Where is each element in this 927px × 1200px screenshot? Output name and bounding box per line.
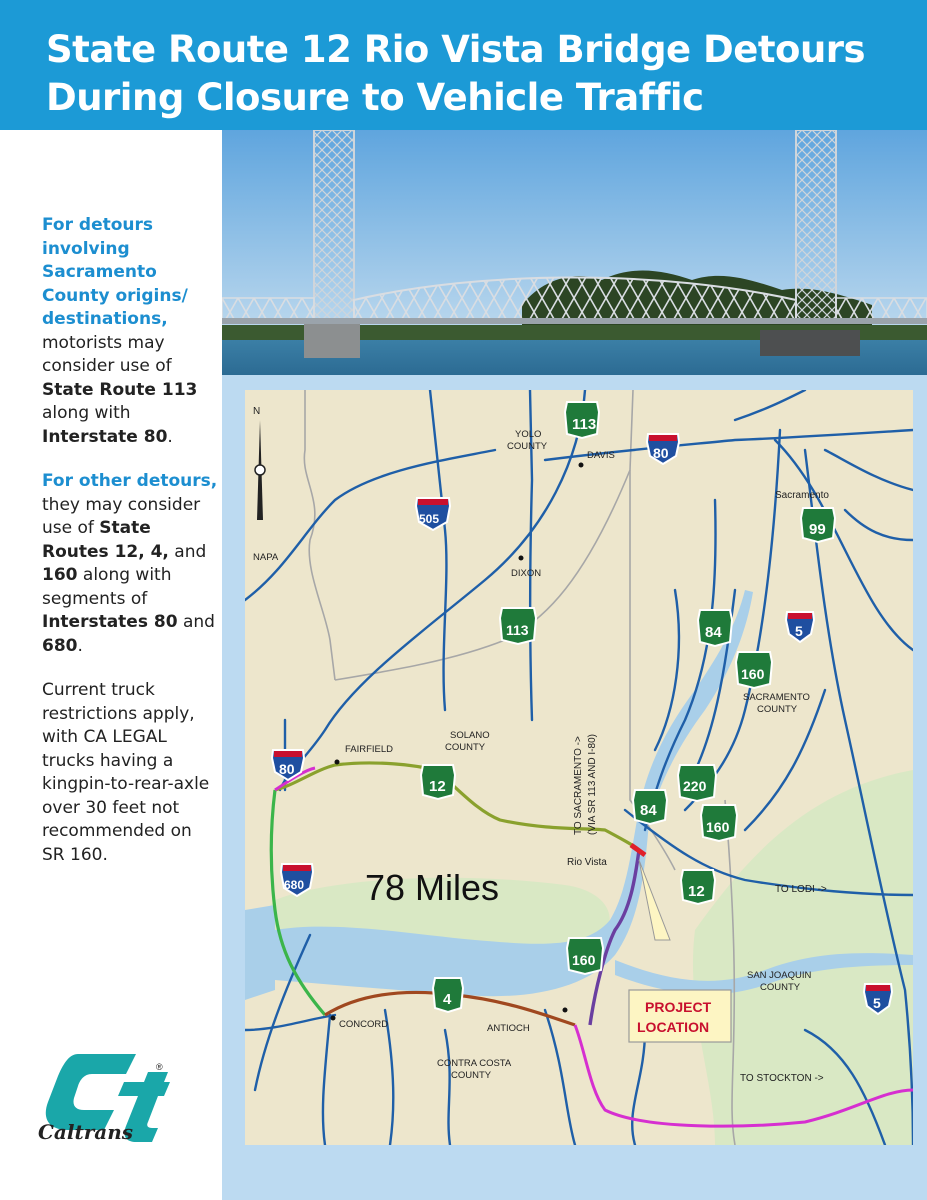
svg-text:5: 5 [873,995,881,1011]
svg-text:12: 12 [688,883,705,900]
concord-dot [331,1016,336,1021]
bay-water [245,905,275,1000]
sidebar [0,130,222,1200]
p2-i: . [77,635,83,656]
svg-text:220: 220 [683,778,707,794]
shield-sr113-top [565,402,599,438]
paragraph-truck-restrictions: Current truck restrictions apply, with CA LEGAL trucks having a kingpin-to-rear-axle over 30 feet not recommended on SR 160. [42,680,210,865]
p1-c: along with [42,403,131,423]
bridge-photo [222,130,927,375]
caltrans-wordmark: Caltrans [38,1120,134,1144]
shield-sr12-right [681,870,715,904]
label-to-lodi: TO LODI -> [775,884,827,895]
svg-text:84: 84 [705,624,722,641]
paragraph-sacramento-detours [42,214,218,449]
label-davis: DAVIS [587,450,615,461]
label-contra-costa: CONTRA COSTA [437,1058,512,1069]
shield-sr84-low [633,790,667,824]
shield-sr113-mid [500,608,536,644]
label-san-joaquin: SAN JOAQUIN [747,970,812,981]
p2-f: Interstates 80 [42,612,178,632]
p2-g: and [177,612,215,632]
title-line-1: State Route 12 Rio Vista Bridge Detours [46,28,866,71]
p2-c: and [168,541,207,562]
fairfield-dot [335,760,340,765]
registered-mark: ® [156,1062,163,1072]
svg-text:113: 113 [506,622,529,638]
label-to-sacramento: TO SACRAMENTO -> [573,736,584,835]
shield-sr12-left [421,765,455,799]
shield-sr99 [801,508,835,542]
shield-sr84-top [698,610,732,646]
title-line-2: During Closure to Vehicle Traffic [46,76,704,119]
svg-text:84: 84 [640,802,657,819]
shield-sr4 [433,978,463,1012]
shield-sr160-low [567,938,603,974]
label-solano-county: COUNTY [445,742,486,753]
svg-text:160: 160 [572,952,596,968]
svg-text:160: 160 [741,666,765,682]
p1-lead: For detours involving Sacramento County origins/ destinations, [42,215,188,329]
svg-text:99: 99 [809,521,826,538]
page-title [46,26,906,122]
p2-h: 680 [42,635,78,656]
p1-a: motorists may consider use of [42,332,172,376]
svg-text:80: 80 [653,445,669,461]
label-dixon: DIXON [511,568,542,579]
svg-text:113: 113 [572,416,597,433]
label-sac-county2: COUNTY [757,704,798,715]
p1-d: Interstate 80 [42,426,168,447]
project-line-2: LOCATION [637,1019,710,1035]
svg-text:80: 80 [279,761,295,777]
shield-sr160-right [701,805,737,841]
svg-text:680: 680 [284,878,305,892]
p1-b: State Route 113 [42,379,198,400]
p1-e: . [167,426,173,447]
svg-text:12: 12 [429,778,446,795]
north-label: N [253,406,261,417]
p2-b: State Routes 12, 4, [42,518,169,562]
svg-text:5: 5 [795,623,803,639]
sidebar-text [42,214,218,888]
label-antioch: ANTIOCH [487,1023,530,1034]
label-concord: CONCORD [339,1019,389,1030]
shield-sr220 [678,765,716,801]
antioch-dot [563,1008,568,1013]
label-san-joaquin-county: COUNTY [760,982,801,993]
project-line-1: PROJECT [645,999,712,1015]
label-yolo: YOLO [515,429,542,440]
distance-label: 78 Miles [365,867,500,908]
dixon-dot [519,556,524,561]
label-to-stockton: TO STOCKTON -> [740,1073,824,1084]
label-rio-vista: Rio Vista [567,857,607,868]
svg-text:4: 4 [443,991,452,1008]
compass-icon [255,465,265,475]
label-solano: SOLANO [450,730,490,741]
label-contra-costa-county: COUNTY [451,1070,492,1081]
p2-lead: For other detours, [42,471,218,491]
shield-sr160-top [736,652,772,688]
svg-text:505: 505 [419,512,440,526]
header-banner [0,0,927,130]
svg-text:160: 160 [706,819,730,835]
label-napa: NAPA [253,552,279,563]
p2-e: along with segments of [42,565,172,609]
map-canvas [245,390,913,1145]
p2-a: they may consider use of [42,494,201,538]
label-sac-county: SACRAMENTO [743,692,810,703]
label-sacramento: Sacramento [775,490,829,501]
label-via-sr113: (VIA SR 113 AND I-80) [587,734,598,835]
p2-d: 160 [42,565,78,585]
davis-dot [579,463,584,468]
detour-map [245,390,913,1145]
label-fairfield: FAIRFIELD [345,744,394,755]
label-yolo-county: COUNTY [507,441,548,452]
paragraph-other-detours [42,470,218,658]
